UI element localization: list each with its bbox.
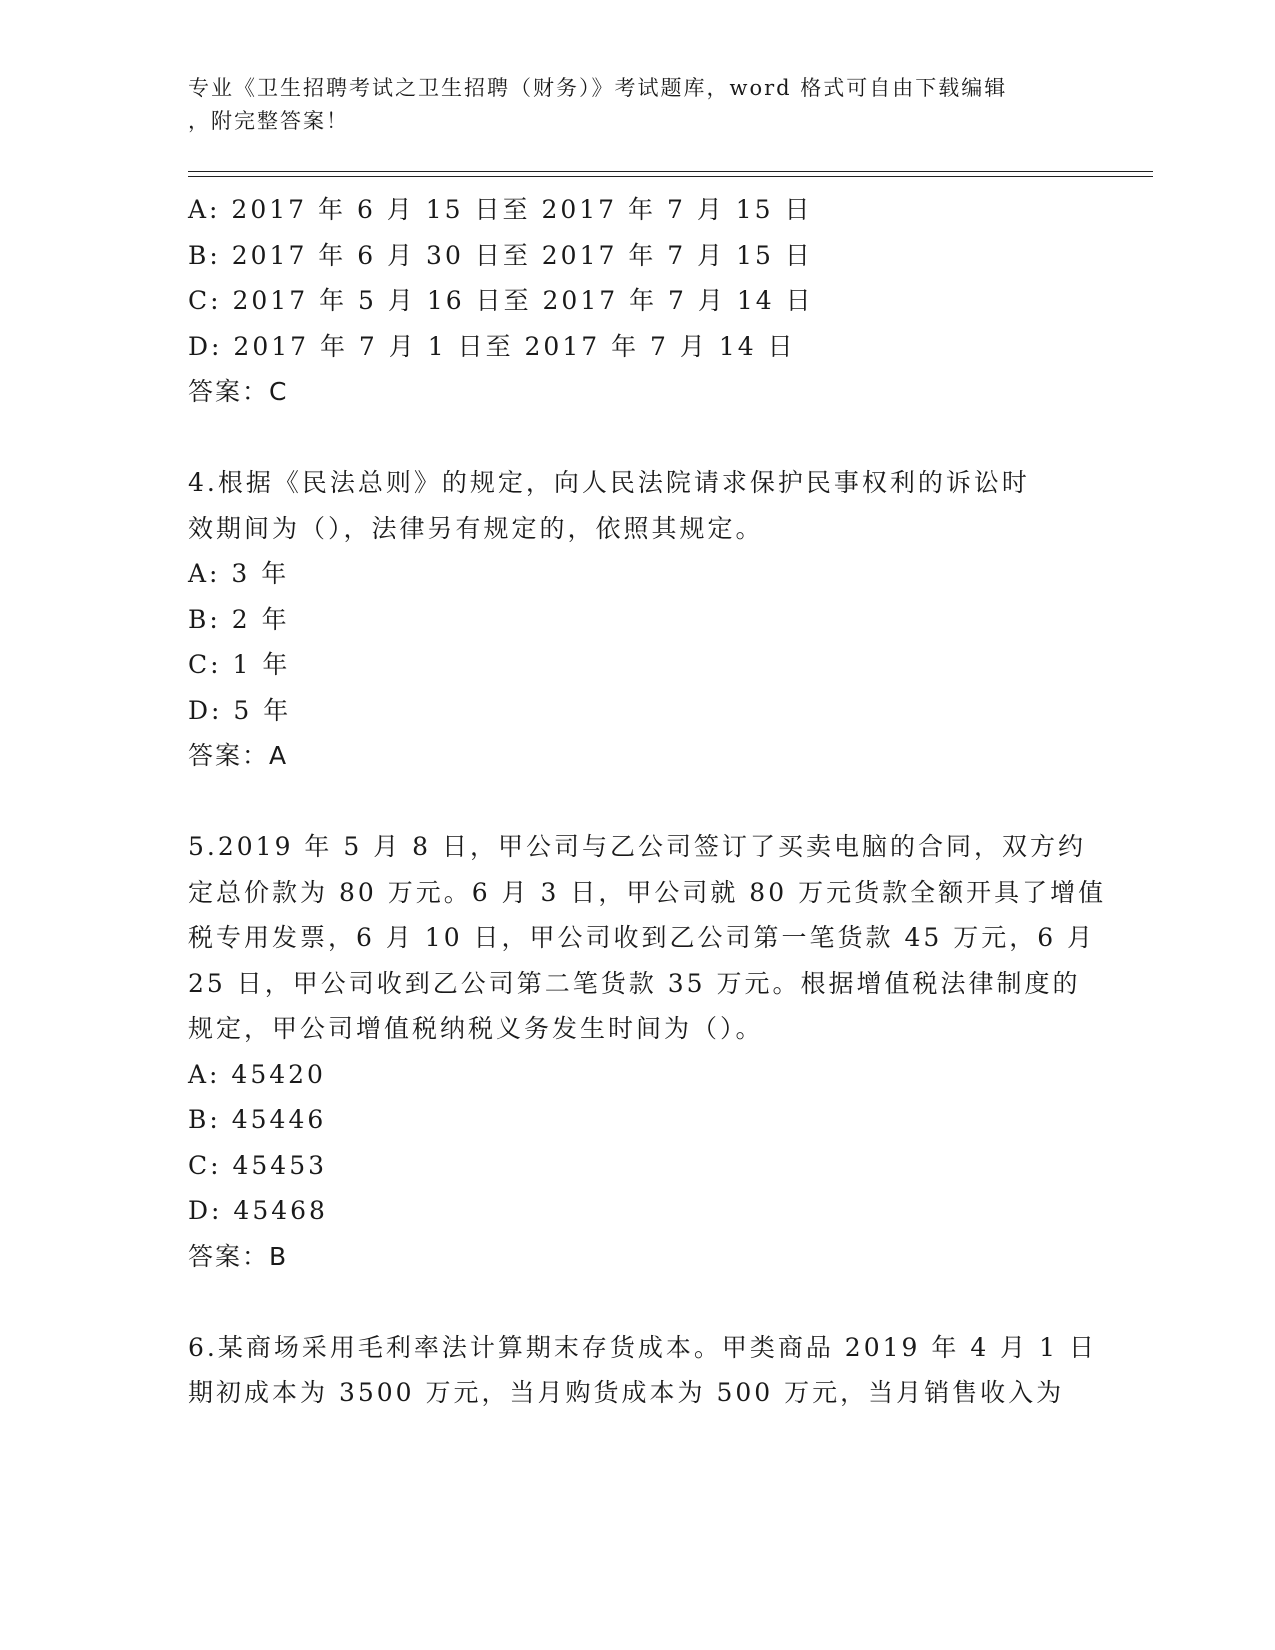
header-rule-top bbox=[188, 171, 1153, 172]
option-d: D: 5 年 bbox=[188, 695, 292, 725]
question-stem-line: 定总价款为 80 万元。6 月 3 日，甲公司就 80 万元货款全额开具了增值 bbox=[188, 877, 1107, 907]
question-3 bbox=[188, 187, 1088, 415]
answer: 答案：B bbox=[188, 1241, 289, 1271]
header-line-1: 专业《卫生招聘考试之卫生招聘（财务）》考试题库，word 格式可自由下载编辑 bbox=[188, 76, 1008, 100]
question-stem-line: 期初成本为 3500 万元，当月购货成本为 500 万元，当月销售收入为 bbox=[188, 1378, 1065, 1407]
option-b: B: 2017 年 6 月 30 日至 2017 年 7 月 15 日 bbox=[188, 240, 813, 270]
question-stem-line: 25 日，甲公司收到乙公司第二笔货款 35 万元。根据增值税法律制度的 bbox=[188, 968, 1081, 998]
option-b: B: 45446 bbox=[188, 1105, 327, 1134]
question-stem-line: 税专用发票，6 月 10 日，甲公司收到乙公司第一笔货款 45 万元，6 月 bbox=[188, 923, 1096, 952]
question-6 bbox=[188, 1325, 1097, 1416]
option-b: B: 2 年 bbox=[188, 604, 290, 634]
answer: 答案：A bbox=[188, 741, 289, 770]
option-d: D: 45468 bbox=[188, 1196, 328, 1225]
question-list bbox=[188, 187, 1107, 1416]
document-header bbox=[188, 72, 1068, 138]
answer: 答案：C bbox=[188, 377, 289, 406]
spacer bbox=[188, 779, 1088, 825]
question-stem-line: 5.2019 年 5 月 8 日，甲公司与乙公司签订了买卖电脑的合同，双方约 bbox=[188, 832, 1087, 861]
question-4 bbox=[188, 460, 1088, 779]
question-5 bbox=[188, 824, 1107, 1279]
option-a: A: 45420 bbox=[188, 1059, 326, 1089]
question-stem-line: 规定，甲公司增值税纳税义务发生时间为（）。 bbox=[188, 1014, 764, 1043]
header-rule-bottom bbox=[188, 176, 1153, 177]
spacer bbox=[188, 1279, 1088, 1325]
option-a: A: 3 年 bbox=[188, 559, 290, 588]
question-stem-line: 效期间为（），法律另有规定的，依照其规定。 bbox=[188, 513, 764, 543]
option-c: C: 45453 bbox=[188, 1150, 328, 1180]
spacer bbox=[188, 415, 1088, 461]
option-c: C: 2017 年 5 月 16 日至 2017 年 7 月 14 日 bbox=[188, 286, 814, 315]
option-c: C: 1 年 bbox=[188, 650, 291, 679]
question-stem-line: 4.根据《民法总则》的规定，向人民法院请求保护民事权利的诉讼时 bbox=[188, 468, 1030, 497]
header-line-2: ，附完整答案！ bbox=[188, 109, 349, 133]
option-a: A: 2017 年 6 月 15 日至 2017 年 7 月 15 日 bbox=[188, 195, 813, 224]
option-d: D: 2017 年 7 月 1 日至 2017 年 7 月 14 日 bbox=[188, 331, 796, 361]
question-stem-line: 6.某商场采用毛利率法计算期末存货成本。甲类商品 2019 年 4 月 1 日 bbox=[188, 1332, 1097, 1362]
